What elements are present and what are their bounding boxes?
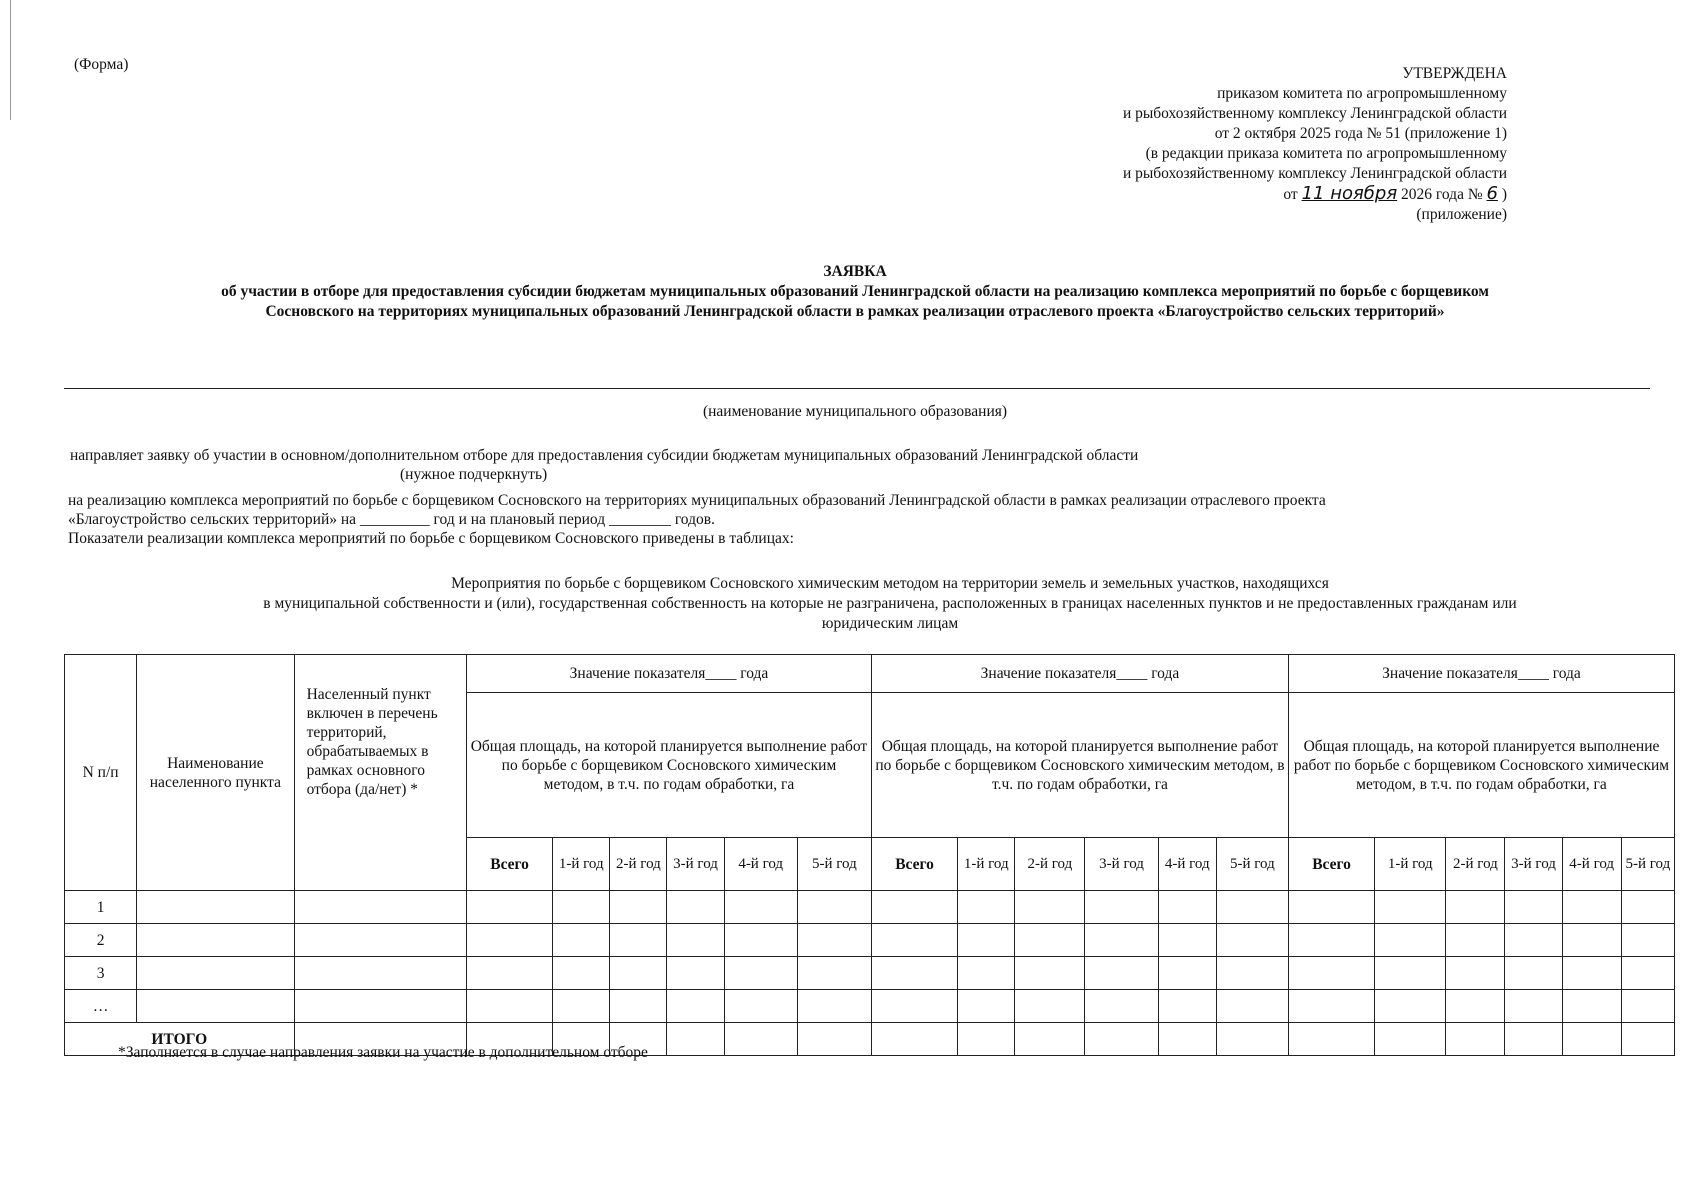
approval-heading: УТВЕРЖДЕНА xyxy=(1402,65,1507,82)
data-cell[interactable] xyxy=(871,891,957,924)
data-cell[interactable] xyxy=(553,957,610,990)
data-cell[interactable] xyxy=(871,924,957,957)
municipality-name-caption: (наименование муниципального образования) xyxy=(702,403,1008,420)
data-cell[interactable] xyxy=(1446,1023,1505,1056)
data-cell[interactable] xyxy=(610,957,667,990)
data-cell[interactable] xyxy=(553,990,610,1023)
data-cell[interactable] xyxy=(553,891,610,924)
header-included-in-list: Населенный пункт включен в перечень территорий, обрабатываемых в рамках основного отбора (да/нет) * xyxy=(294,655,466,891)
data-cell[interactable] xyxy=(724,990,797,1023)
approval-date-prefix: от xyxy=(1283,186,1298,203)
table-row xyxy=(65,891,1675,924)
row-number: … xyxy=(65,990,137,1023)
data-cell[interactable] xyxy=(667,990,724,1023)
data-cell[interactable] xyxy=(466,891,552,924)
data-cell[interactable] xyxy=(1216,1023,1288,1056)
data-cell[interactable] xyxy=(466,924,552,957)
data-cell[interactable] xyxy=(1085,957,1158,990)
data-cell[interactable] xyxy=(797,924,871,957)
approval-line: от 2 октября 2025 года № 51 (приложение 1) xyxy=(1214,125,1507,142)
municipality-name-field[interactable] xyxy=(64,388,1650,389)
scan-edge-line xyxy=(10,0,11,120)
approval-line: (приложение) xyxy=(1416,206,1507,223)
group3-description: Общая площадь, на которой планируется выполнение работ по борьбе с борщевиком Сосновского химическим методом, в т.ч. по годам обработки, га xyxy=(1288,693,1674,838)
data-cell[interactable] xyxy=(1085,891,1158,924)
sub-total: Всего xyxy=(1288,838,1374,891)
data-cell[interactable] xyxy=(294,957,466,990)
data-cell[interactable] xyxy=(1158,990,1216,1023)
data-cell[interactable] xyxy=(137,924,294,957)
data-cell[interactable] xyxy=(797,891,871,924)
data-cell[interactable] xyxy=(958,957,1015,990)
data-cell[interactable] xyxy=(466,990,552,1023)
sub-total: Всего xyxy=(871,838,957,891)
approval-date-mid: 2026 года № xyxy=(1401,186,1483,203)
data-cell[interactable] xyxy=(724,891,797,924)
sub-year-5: 5-й год xyxy=(1216,838,1288,891)
data-cell[interactable] xyxy=(1562,924,1621,957)
header-settlement-name: Наименование населенного пункта xyxy=(137,655,294,891)
data-cell[interactable] xyxy=(667,891,724,924)
document-title xyxy=(60,262,1650,322)
data-cell[interactable] xyxy=(1085,1023,1158,1056)
data-cell[interactable] xyxy=(1562,990,1621,1023)
table-caption-line: Мероприятия по борьбе с борщевиком Сосновского химическим методом на территории земель и земельных участков, находящихся xyxy=(451,575,1329,592)
sub-year-5: 5-й год xyxy=(797,838,871,891)
data-cell[interactable] xyxy=(1216,957,1288,990)
group2-title: Значение показателя____ года xyxy=(871,655,1288,693)
data-cell[interactable] xyxy=(1505,990,1562,1023)
group1-title: Значение показателя____ года xyxy=(466,655,871,693)
data-cell[interactable] xyxy=(1015,924,1085,957)
data-cell[interactable] xyxy=(1505,1023,1562,1056)
table-caption xyxy=(140,574,1640,634)
data-cell[interactable] xyxy=(958,990,1015,1023)
table-caption-line: в муниципальной собственности и (или), государственная собственность на которые не разграничена, расположенных в границах населенных пунктов и не предоставленных гражданам или xyxy=(263,595,1517,612)
row-number: 3 xyxy=(65,957,137,990)
data-cell[interactable] xyxy=(724,957,797,990)
data-cell[interactable] xyxy=(1621,990,1674,1023)
data-cell[interactable] xyxy=(1288,1023,1374,1056)
approval-date-line xyxy=(1123,184,1507,205)
data-cell[interactable] xyxy=(724,1023,797,1056)
data-cell[interactable] xyxy=(1562,1023,1621,1056)
data-cell[interactable] xyxy=(958,924,1015,957)
data-cell[interactable] xyxy=(1216,924,1288,957)
data-cell[interactable] xyxy=(1446,990,1505,1023)
data-cell[interactable] xyxy=(667,957,724,990)
data-cell[interactable] xyxy=(553,924,610,957)
data-cell[interactable] xyxy=(1621,891,1674,924)
sub-year-2: 2-й год xyxy=(610,838,667,891)
title-line: Сосновского на территориях муниципальных образований Ленинградской области в рамках реализации отраслевого проекта «Благоустройство сельских территорий» xyxy=(265,303,1445,320)
data-cell[interactable] xyxy=(1158,891,1216,924)
row-number: 2 xyxy=(65,924,137,957)
data-cell[interactable] xyxy=(1505,891,1562,924)
table-caption-line: юридическим лицам xyxy=(821,615,959,632)
data-cell[interactable] xyxy=(958,1023,1015,1056)
data-cell[interactable] xyxy=(1085,990,1158,1023)
data-cell[interactable] xyxy=(724,924,797,957)
table-row xyxy=(65,924,1675,957)
data-cell[interactable] xyxy=(1015,1023,1085,1056)
body-text-line: направляет заявку об участии в основном/дополнительном отборе для предоставления субсидии бюджетам муниципальных образований Ленинградской области xyxy=(70,447,1139,464)
handwritten-date: 11 ноября xyxy=(1301,183,1398,204)
data-cell[interactable] xyxy=(1015,990,1085,1023)
sub-year-1: 1-й год xyxy=(958,838,1015,891)
sub-year-5: 5-й год xyxy=(1621,838,1674,891)
data-cell[interactable] xyxy=(1446,891,1505,924)
body-text-line: Показатели реализации комплекса мероприятий по борьбе с борщевиком Сосновского приведены в таблицах: xyxy=(68,530,794,547)
group1-description: Общая площадь, на которой планируется выполнение работ по борьбе с борщевиком Сосновского химическим методом, в т.ч. по годам обработки, га xyxy=(466,693,871,838)
data-cell[interactable] xyxy=(1505,924,1562,957)
data-cell[interactable] xyxy=(797,1023,871,1056)
sub-year-4: 4-й год xyxy=(724,838,797,891)
form-label: (Форма) xyxy=(74,56,129,73)
data-cell[interactable] xyxy=(1621,924,1674,957)
data-cell[interactable] xyxy=(1375,1023,1446,1056)
data-cell[interactable] xyxy=(958,891,1015,924)
body-hint: (нужное подчеркнуть) xyxy=(400,466,548,483)
group2-description: Общая площадь, на которой планируется выполнение работ по борьбе с борщевиком Сосновского химическим методом, в т.ч. по годам обработки, га xyxy=(871,693,1288,838)
data-cell[interactable] xyxy=(667,1023,724,1056)
table-row xyxy=(65,957,1675,990)
data-cell[interactable] xyxy=(1288,990,1374,1023)
data-cell[interactable] xyxy=(1288,957,1374,990)
approval-line: (в редакции приказа комитета по агропромышленному xyxy=(1145,145,1507,162)
data-cell[interactable] xyxy=(294,990,466,1023)
indicators-table xyxy=(64,654,1675,1056)
data-cell[interactable] xyxy=(610,924,667,957)
data-cell[interactable] xyxy=(1446,924,1505,957)
data-cell[interactable] xyxy=(1562,957,1621,990)
data-cell[interactable] xyxy=(1446,957,1505,990)
footnote: *Заполняется в случае направления заявки на участие в дополнительном отборе xyxy=(118,1044,648,1061)
data-cell[interactable] xyxy=(1288,891,1374,924)
sub-year-1: 1-й год xyxy=(553,838,610,891)
approval-block xyxy=(1123,64,1507,225)
indicators-table-wrap xyxy=(64,654,1675,1056)
data-cell[interactable] xyxy=(871,957,957,990)
sub-year-4: 4-й год xyxy=(1158,838,1216,891)
data-cell[interactable] xyxy=(294,924,466,957)
data-cell[interactable] xyxy=(1158,1023,1216,1056)
data-cell[interactable] xyxy=(871,990,957,1023)
data-cell[interactable] xyxy=(1015,891,1085,924)
sub-year-2: 2-й год xyxy=(1015,838,1085,891)
data-cell[interactable] xyxy=(1621,957,1674,990)
data-cell[interactable] xyxy=(797,957,871,990)
data-cell[interactable] xyxy=(871,1023,957,1056)
data-cell[interactable] xyxy=(1015,957,1085,990)
data-cell[interactable] xyxy=(1562,891,1621,924)
approval-line: приказом комитета по агропромышленному xyxy=(1217,85,1507,102)
sub-year-3: 3-й год xyxy=(1505,838,1562,891)
data-cell[interactable] xyxy=(1505,957,1562,990)
sub-total: Всего xyxy=(466,838,552,891)
data-cell[interactable] xyxy=(1375,957,1446,990)
approval-date-suffix: ) xyxy=(1501,186,1507,203)
data-cell[interactable] xyxy=(1085,924,1158,957)
body-text-line: на реализацию комплекса мероприятий по борьбе с борщевиком Сосновского на территориях муниципальных образований Ленинградской области в рамках реализации отраслевого проекта xyxy=(68,492,1326,509)
data-cell[interactable] xyxy=(1375,990,1446,1023)
sub-year-1: 1-й год xyxy=(1375,838,1446,891)
data-cell[interactable] xyxy=(137,891,294,924)
data-cell[interactable] xyxy=(1158,957,1216,990)
title-line: об участии в отборе для предоставления субсидии бюджетам муниципальных образований Ленинградской области на реализацию комплекса мероприятий по борьбе с борщевиком xyxy=(221,283,1489,300)
row-number: 1 xyxy=(65,891,137,924)
sub-year-3: 3-й год xyxy=(667,838,724,891)
approval-line: и рыбохозяйственному комплексу Ленинградской области xyxy=(1122,105,1507,122)
title-heading: ЗАЯВКА xyxy=(823,263,887,280)
data-cell[interactable] xyxy=(137,990,294,1023)
data-cell[interactable] xyxy=(797,990,871,1023)
sub-year-3: 3-й год xyxy=(1085,838,1158,891)
data-cell[interactable] xyxy=(610,990,667,1023)
data-cell[interactable] xyxy=(294,891,466,924)
data-cell[interactable] xyxy=(1375,891,1446,924)
data-cell[interactable] xyxy=(466,957,552,990)
data-cell[interactable] xyxy=(1158,924,1216,957)
data-cell[interactable] xyxy=(667,924,724,957)
data-cell[interactable] xyxy=(1216,990,1288,1023)
total-label: ИТОГО xyxy=(65,1023,295,1056)
data-cell[interactable] xyxy=(1621,1023,1674,1056)
table-row xyxy=(65,990,1675,1023)
data-cell[interactable] xyxy=(137,957,294,990)
group3-title: Значение показателя____ года xyxy=(1288,655,1674,693)
data-cell[interactable] xyxy=(1375,924,1446,957)
header-num: N п/п xyxy=(65,655,137,891)
data-cell[interactable] xyxy=(1288,924,1374,957)
sub-year-2: 2-й год xyxy=(1446,838,1505,891)
data-cell[interactable] xyxy=(610,891,667,924)
body-text-line: «Благоустройство сельских территорий» на _________ год и на плановый период ________ годов. xyxy=(68,511,715,528)
handwritten-number: 6 xyxy=(1486,183,1498,204)
data-cell[interactable] xyxy=(1216,891,1288,924)
sub-year-4: 4-й год xyxy=(1562,838,1621,891)
approval-line: и рыбохозяйственному комплексу Ленинградской области xyxy=(1122,165,1507,182)
